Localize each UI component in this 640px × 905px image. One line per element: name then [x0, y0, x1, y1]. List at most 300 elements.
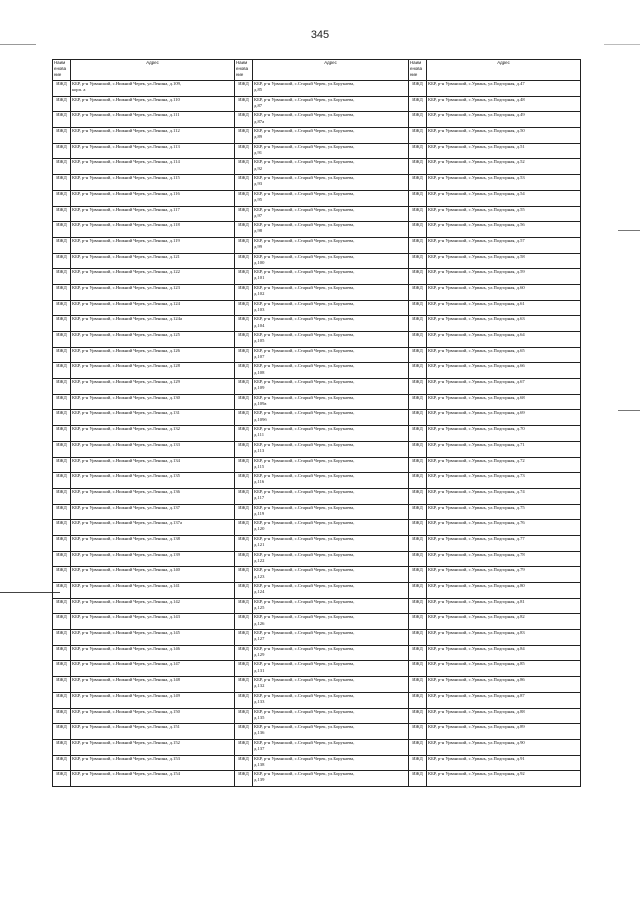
name-cell: ИЖД [235, 347, 253, 363]
name-cell: ИЖД [53, 661, 71, 677]
table-row [53, 661, 581, 677]
address-cell: КБР, р-н Урванский, с.Урвань, ул.Подгорная, д.85 [427, 661, 581, 677]
name-cell: ИЖД [235, 316, 253, 332]
address-cell: КБР, р-н Урванский, с.Урвань, ул.Подгорная, д.52 [427, 159, 581, 175]
page-number: 345 [310, 29, 330, 41]
name-cell: ИЖД [235, 755, 253, 771]
name-cell: ИЖД [235, 128, 253, 144]
name-cell: ИЖД [235, 677, 253, 693]
name-cell: ИЖД [235, 190, 253, 206]
name-cell: ИЖД [235, 363, 253, 379]
name-cell: ИЖД [409, 598, 427, 614]
name-cell: ИЖД [235, 598, 253, 614]
name-cell: ИЖД [409, 614, 427, 630]
address-cell: КБР, р-н Урванский, с.Нижний Черек, ул.Ленина, д.151 [71, 724, 235, 740]
name-cell: ИЖД [53, 237, 71, 253]
address-cell: КБР, р-н Урванский, с.Нижний Черек, ул.Ленина, д.113 [71, 143, 235, 159]
name-cell: ИЖД [235, 567, 253, 583]
address-cell: КБР, р-н Урванский, с.Нижний Черек, ул.Ленина, д.122 [71, 269, 235, 285]
name-cell: ИЖД [409, 379, 427, 395]
address-cell: КБР, р-н Урванский, с.Нижний Черек, ул.Ленина, д.131 [71, 410, 235, 426]
name-cell: ИЖД [53, 488, 71, 504]
address-cell: КБР, р-н Урванский, с.Нижний Черек, ул.Ленина, д.126 [71, 347, 235, 363]
table-row [53, 457, 581, 473]
address-cell: КБР, р-н Урванский, с.Урвань, ул.Подгорная, д.56 [427, 222, 581, 238]
address-cell: КБР, р-н Урванский, с.Старый Черек, ул.Борукаева, д.111 [253, 426, 409, 442]
table-row [53, 394, 581, 410]
name-cell: ИЖД [409, 473, 427, 489]
table-row [53, 598, 581, 614]
address-cell: КБР, р-н Урванский, с.Урвань, ул.Подгорная, д.80 [427, 583, 581, 599]
address-cell: КБР, р-н Урванский, с.Урвань, ул.Подгорная, д.82 [427, 614, 581, 630]
name-cell: ИЖД [235, 81, 253, 97]
address-cell: КБР, р-н Урванский, с.Урвань, ул.Подгорная, д.76 [427, 520, 581, 536]
address-cell: КБР, р-н Урванский, с.Старый Черек, ул.Борукаева, д.120 [253, 520, 409, 536]
table-row [53, 347, 581, 363]
address-cell: КБР, р-н Урванский, с.Нижний Черек, ул.Ленина, д.135 [71, 473, 235, 489]
address-cell: КБР, р-н Урванский, с.Урвань, ул.Подгорная, д.70 [427, 426, 581, 442]
name-cell: ИЖД [409, 708, 427, 724]
address-cell: КБР, р-н Урванский, с.Старый Черек, ул.Борукаева, д.98 [253, 222, 409, 238]
name-column-header: Наим енова ние [409, 60, 427, 81]
name-cell: ИЖД [409, 394, 427, 410]
address-cell: КБР, р-н Урванский, с.Нижний Черек, ул.Ленина, д.138 [71, 535, 235, 551]
name-cell: ИЖД [235, 645, 253, 661]
address-cell: КБР, р-н Урванский, с.Нижний Черек, ул.Ленина, д.129 [71, 379, 235, 395]
address-cell: КБР, р-н Урванский, с.Урвань, ул.Подгорная, д.74 [427, 488, 581, 504]
name-cell: ИЖД [235, 583, 253, 599]
name-cell: ИЖД [409, 520, 427, 536]
address-cell: КБР, р-н Урванский, с.Урвань, ул.Подгорная, д.50 [427, 128, 581, 144]
table-row [53, 379, 581, 395]
address-cell: КБР, р-н Урванский, с.Урвань, ул.Подгорная, д.90 [427, 739, 581, 755]
name-cell: ИЖД [235, 394, 253, 410]
address-cell: КБР, р-н Урванский, с.Нижний Черек, ул.Ленина, д.109, корп. а [71, 81, 235, 97]
address-cell: КБР, р-н Урванский, с.Нижний Черек, ул.Ленина, д.150 [71, 708, 235, 724]
name-cell: ИЖД [235, 426, 253, 442]
table-row [53, 363, 581, 379]
name-cell: ИЖД [235, 253, 253, 269]
name-cell: ИЖД [53, 441, 71, 457]
name-cell: ИЖД [409, 159, 427, 175]
table-row [53, 112, 581, 128]
table-row [53, 237, 581, 253]
address-cell: КБР, р-н Урванский, с.Урвань, ул.Подгорная, д.66 [427, 363, 581, 379]
name-cell: ИЖД [53, 692, 71, 708]
address-cell: КБР, р-н Урванский, с.Урвань, ул.Подгорная, д.53 [427, 175, 581, 191]
name-cell: ИЖД [409, 692, 427, 708]
table-row [53, 520, 581, 536]
table-row [53, 488, 581, 504]
address-cell: КБР, р-н Урванский, с.Нижний Черек, ул.Ленина, д.134 [71, 457, 235, 473]
name-cell: ИЖД [409, 237, 427, 253]
address-cell: КБР, р-н Урванский, с.Старый Черек, ул.Борукаева, д.109а [253, 394, 409, 410]
address-cell: КБР, р-н Урванский, с.Нижний Черек, ул.Ленина, д.121 [71, 253, 235, 269]
name-cell: ИЖД [53, 175, 71, 191]
table-row [53, 332, 581, 348]
name-cell: ИЖД [53, 504, 71, 520]
address-cell: КБР, р-н Урванский, с.Старый Черек, ул.Борукаева, д.109б [253, 410, 409, 426]
name-cell: ИЖД [409, 347, 427, 363]
address-cell: КБР, р-н Урванский, с.Урвань, ул.Подгорная, д.88 [427, 708, 581, 724]
address-cell: КБР, р-н Урванский, с.Нижний Черек, ул.Ленина, д.119 [71, 237, 235, 253]
name-cell: ИЖД [409, 222, 427, 238]
name-cell: ИЖД [53, 284, 71, 300]
address-cell: КБР, р-н Урванский, с.Старый Черек, ул.Борукаева, д.133 [253, 692, 409, 708]
address-cell: КБР, р-н Урванский, с.Урвань, ул.Подгорная, д.81 [427, 598, 581, 614]
name-cell: ИЖД [235, 630, 253, 646]
table-body [53, 81, 581, 787]
name-cell: ИЖД [53, 457, 71, 473]
table-row [53, 159, 581, 175]
address-registry-table [52, 59, 581, 787]
address-cell: КБР, р-н Урванский, с.Урвань, ул.Подгорная, д.78 [427, 551, 581, 567]
name-cell: ИЖД [235, 143, 253, 159]
address-cell: КБР, р-н Урванский, с.Урвань, ул.Подгорная, д.71 [427, 441, 581, 457]
name-cell: ИЖД [53, 724, 71, 740]
address-cell: КБР, р-н Урванский, с.Урвань, ул.Подгорная, д.47 [427, 81, 581, 97]
address-cell: КБР, р-н Урванский, с.Нижний Черек, ул.Ленина, д.117 [71, 206, 235, 222]
name-cell: ИЖД [409, 535, 427, 551]
name-cell: ИЖД [409, 143, 427, 159]
address-cell: КБР, р-н Урванский, с.Урвань, ул.Подгорная, д.72 [427, 457, 581, 473]
address-cell: КБР, р-н Урванский, с.Нижний Черек, ул.Ленина, д.130 [71, 394, 235, 410]
table-row [53, 677, 581, 693]
name-cell: ИЖД [235, 771, 253, 787]
table-row [53, 410, 581, 426]
name-cell: ИЖД [53, 583, 71, 599]
scan-edge-mark [0, 44, 36, 45]
address-cell: КБР, р-н Урванский, с.Нижний Черек, ул.Ленина, д.124 [71, 300, 235, 316]
table-row [53, 614, 581, 630]
address-cell: КБР, р-н Урванский, с.Нижний Черек, ул.Ленина, д.123 [71, 284, 235, 300]
name-cell: ИЖД [53, 81, 71, 97]
name-cell: ИЖД [235, 379, 253, 395]
address-cell: КБР, р-н Урванский, с.Старый Черек, ул.Борукаева, д.139 [253, 771, 409, 787]
name-cell: ИЖД [53, 222, 71, 238]
address-cell: КБР, р-н Урванский, с.Урвань, ул.Подгорная, д.60 [427, 284, 581, 300]
address-cell: КБР, р-н Урванский, с.Старый Черек, ул.Борукаева, д.95 [253, 190, 409, 206]
address-cell: КБР, р-н Урванский, с.Урвань, ул.Подгорная, д.92 [427, 771, 581, 787]
address-cell: КБР, р-н Урванский, с.Старый Черек, ул.Борукаева, д.123 [253, 567, 409, 583]
name-cell: ИЖД [409, 677, 427, 693]
name-cell: ИЖД [53, 708, 71, 724]
table-row [53, 630, 581, 646]
address-cell: КБР, р-н Урванский, с.Нижний Черек, ул.Ленина, д.145 [71, 630, 235, 646]
name-cell: ИЖД [53, 332, 71, 348]
address-cell: КБР, р-н Урванский, с.Нижний Черек, ул.Ленина, д.110 [71, 96, 235, 112]
name-cell: ИЖД [235, 504, 253, 520]
address-cell: КБР, р-н Урванский, с.Нижний Черек, ул.Ленина, д.152 [71, 739, 235, 755]
name-cell: ИЖД [409, 488, 427, 504]
name-cell: ИЖД [409, 739, 427, 755]
name-cell: ИЖД [409, 457, 427, 473]
table-row [53, 567, 581, 583]
name-cell: ИЖД [409, 190, 427, 206]
table-row [53, 504, 581, 520]
name-cell: ИЖД [53, 159, 71, 175]
address-cell: КБР, р-н Урванский, с.Старый Черек, ул.Борукаева, д.92 [253, 159, 409, 175]
name-cell: ИЖД [53, 190, 71, 206]
address-cell: КБР, р-н Урванский, с.Старый Черек, ул.Борукаева, д.85 [253, 81, 409, 97]
table-row [53, 175, 581, 191]
name-cell: ИЖД [235, 457, 253, 473]
name-cell: ИЖД [235, 96, 253, 112]
name-cell: ИЖД [53, 143, 71, 159]
header-row [53, 60, 581, 81]
address-cell: КБР, р-н Урванский, с.Старый Черек, ул.Борукаева, д.137 [253, 739, 409, 755]
table-row [53, 96, 581, 112]
address-cell: КБР, р-н Урванский, с.Нижний Черек, ул.Ленина, д.143 [71, 614, 235, 630]
name-cell: ИЖД [409, 567, 427, 583]
table-row [53, 724, 581, 740]
address-cell: КБР, р-н Урванский, с.Урвань, ул.Подгорная, д.87 [427, 692, 581, 708]
address-cell: КБР, р-н Урванский, с.Урвань, ул.Подгорная, д.86 [427, 677, 581, 693]
name-cell: ИЖД [235, 661, 253, 677]
name-cell: ИЖД [235, 614, 253, 630]
name-cell: ИЖД [409, 441, 427, 457]
address-cell: КБР, р-н Урванский, с.Урвань, ул.Подгорная, д.64 [427, 332, 581, 348]
address-cell: КБР, р-н Урванский, с.Нижний Черек, ул.Ленина, д.146 [71, 645, 235, 661]
address-cell: КБР, р-н Урванский, с.Нижний Черек, ул.Ленина, д.132 [71, 426, 235, 442]
address-cell: КБР, р-н Урванский, с.Урвань, ул.Подгорная, д.59 [427, 269, 581, 285]
name-cell: ИЖД [53, 739, 71, 755]
address-cell: КБР, р-н Урванский, с.Урвань, ул.Подгорная, д.49 [427, 112, 581, 128]
scan-edge-mark [618, 410, 640, 411]
name-cell: ИЖД [53, 520, 71, 536]
name-cell: ИЖД [53, 535, 71, 551]
address-cell: КБР, р-н Урванский, с.Нижний Черек, ул.Ленина, д.114 [71, 159, 235, 175]
name-cell: ИЖД [235, 222, 253, 238]
name-cell: ИЖД [53, 677, 71, 693]
name-cell: ИЖД [235, 473, 253, 489]
name-cell: ИЖД [409, 300, 427, 316]
address-cell: КБР, р-н Урванский, с.Старый Черек, ул.Борукаева, д.119 [253, 504, 409, 520]
table-row [53, 739, 581, 755]
name-cell: ИЖД [409, 253, 427, 269]
address-cell: КБР, р-н Урванский, с.Урвань, ул.Подгорная, д.67 [427, 379, 581, 395]
name-cell: ИЖД [235, 739, 253, 755]
address-cell: КБР, р-н Урванский, с.Урвань, ул.Подгорная, д.65 [427, 347, 581, 363]
name-cell: ИЖД [409, 645, 427, 661]
address-cell: КБР, р-н Урванский, с.Старый Черек, ул.Борукаева, д.116 [253, 473, 409, 489]
name-cell: ИЖД [409, 284, 427, 300]
name-cell: ИЖД [235, 520, 253, 536]
address-cell: КБР, р-н Урванский, с.Урвань, ул.Подгорная, д.51 [427, 143, 581, 159]
address-cell: КБР, р-н Урванский, с.Урвань, ул.Подгорная, д.84 [427, 645, 581, 661]
address-cell: КБР, р-н Урванский, с.Урвань, ул.Подгорная, д.77 [427, 535, 581, 551]
address-cell: КБР, р-н Урванский, с.Нижний Черек, ул.Ленина, д.116 [71, 190, 235, 206]
address-cell: КБР, р-н Урванский, с.Нижний Черек, ул.Ленина, д.140 [71, 567, 235, 583]
name-column-header: Наим енова ние [53, 60, 71, 81]
name-cell: ИЖД [409, 724, 427, 740]
address-column-header: Адрес [427, 60, 581, 81]
address-cell: КБР, р-н Урванский, с.Урвань, ул.Подгорная, д.63 [427, 316, 581, 332]
name-cell: ИЖД [53, 630, 71, 646]
address-cell: КБР, р-н Урванский, с.Урвань, ул.Подгорная, д.58 [427, 253, 581, 269]
address-cell: КБР, р-н Урванский, с.Урвань, ул.Подгорная, д.83 [427, 630, 581, 646]
table-row [53, 755, 581, 771]
name-cell: ИЖД [235, 112, 253, 128]
name-cell: ИЖД [53, 567, 71, 583]
table-row [53, 253, 581, 269]
address-cell: КБР, р-н Урванский, с.Нижний Черек, ул.Ленина, д.137 [71, 504, 235, 520]
address-cell: КБР, р-н Урванский, с.Урвань, ул.Подгорная, д.91 [427, 755, 581, 771]
name-cell: ИЖД [53, 269, 71, 285]
name-cell: ИЖД [235, 159, 253, 175]
address-cell: КБР, р-н Урванский, с.Нижний Черек, ул.Ленина, д.111 [71, 112, 235, 128]
name-cell: ИЖД [53, 363, 71, 379]
name-cell: ИЖД [409, 426, 427, 442]
address-cell: КБР, р-н Урванский, с.Нижний Черек, ул.Ленина, д.125 [71, 332, 235, 348]
address-cell: КБР, р-н Урванский, с.Старый Черек, ул.Борукаева, д.113 [253, 441, 409, 457]
table-row [53, 269, 581, 285]
name-cell: ИЖД [409, 504, 427, 520]
address-cell: КБР, р-н Урванский, с.Урвань, ул.Подгорная, д.68 [427, 394, 581, 410]
address-cell: КБР, р-н Урванский, с.Урвань, ул.Подгорная, д.73 [427, 473, 581, 489]
address-cell: КБР, р-н Урванский, с.Урвань, ул.Подгорная, д.75 [427, 504, 581, 520]
table-row [53, 645, 581, 661]
name-cell: ИЖД [409, 332, 427, 348]
name-cell: ИЖД [409, 630, 427, 646]
name-cell: ИЖД [235, 175, 253, 191]
address-cell: КБР, р-н Урванский, с.Урвань, ул.Подгорная, д.89 [427, 724, 581, 740]
address-cell: КБР, р-н Урванский, с.Старый Черек, ул.Борукаева, д.109 [253, 379, 409, 395]
name-cell: ИЖД [409, 269, 427, 285]
name-cell: ИЖД [409, 551, 427, 567]
address-cell: КБР, р-н Урванский, с.Старый Черек, ул.Борукаева, д.107 [253, 347, 409, 363]
address-cell: КБР, р-н Урванский, с.Нижний Черек, ул.Ленина, д.139 [71, 551, 235, 567]
name-cell: ИЖД [235, 269, 253, 285]
address-cell: КБР, р-н Урванский, с.Старый Черек, ул.Борукаева, д.91 [253, 143, 409, 159]
name-cell: ИЖД [53, 645, 71, 661]
name-cell: ИЖД [53, 253, 71, 269]
name-cell: ИЖД [53, 96, 71, 112]
address-cell: КБР, р-н Урванский, с.Старый Черек, ул.Борукаева, д.115 [253, 457, 409, 473]
name-cell: ИЖД [53, 300, 71, 316]
address-cell: КБР, р-н Урванский, с.Нижний Черек, ул.Ленина, д.142 [71, 598, 235, 614]
name-cell: ИЖД [53, 614, 71, 630]
table-row [53, 535, 581, 551]
address-cell: КБР, р-н Урванский, с.Старый Черек, ул.Борукаева, д.102 [253, 284, 409, 300]
name-cell: ИЖД [235, 692, 253, 708]
name-cell: ИЖД [235, 724, 253, 740]
address-cell: КБР, р-н Урванский, с.Старый Черек, ул.Борукаева, д.135 [253, 708, 409, 724]
table-header [53, 60, 581, 81]
name-cell: ИЖД [53, 426, 71, 442]
address-column-header: Адрес [253, 60, 409, 81]
address-cell: КБР, р-н Урванский, с.Старый Черек, ул.Борукаева, д.97 [253, 206, 409, 222]
address-cell: КБР, р-н Урванский, с.Старый Черек, ул.Борукаева, д.127 [253, 630, 409, 646]
table-row [53, 708, 581, 724]
table-row [53, 692, 581, 708]
scan-edge-mark [618, 230, 640, 231]
table-row [53, 284, 581, 300]
address-cell: КБР, р-н Урванский, с.Старый Черек, ул.Борукаева, д.100 [253, 253, 409, 269]
table-row [53, 222, 581, 238]
address-cell: КБР, р-н Урванский, с.Старый Черек, ул.Борукаева, д.136 [253, 724, 409, 740]
address-cell: КБР, р-н Урванский, с.Нижний Черек, ул.Ленина, д.148 [71, 677, 235, 693]
address-cell: КБР, р-н Урванский, с.Нижний Черек, ул.Ленина, д.133 [71, 441, 235, 457]
table-row [53, 300, 581, 316]
address-cell: КБР, р-н Урванский, с.Нижний Черек, ул.Ленина, д.137а [71, 520, 235, 536]
name-cell: ИЖД [409, 410, 427, 426]
address-cell: КБР, р-н Урванский, с.Урвань, ул.Подгорная, д.61 [427, 300, 581, 316]
name-column-header: Наим енова ние [235, 60, 253, 81]
name-cell: ИЖД [409, 661, 427, 677]
name-cell: ИЖД [409, 316, 427, 332]
address-cell: КБР, р-н Урванский, с.Старый Черек, ул.Борукаева, д.89 [253, 128, 409, 144]
address-cell: КБР, р-н Урванский, с.Старый Черек, ул.Борукаева, д.93 [253, 175, 409, 191]
table-row [53, 81, 581, 97]
name-cell: ИЖД [235, 300, 253, 316]
name-cell: ИЖД [409, 81, 427, 97]
address-cell: КБР, р-н Урванский, с.Старый Черек, ул.Борукаева, д.105 [253, 332, 409, 348]
address-cell: КБР, р-н Урванский, с.Старый Черек, ул.Борукаева, д.124 [253, 583, 409, 599]
table-row [53, 473, 581, 489]
name-cell: ИЖД [53, 379, 71, 395]
name-cell: ИЖД [53, 128, 71, 144]
address-cell: КБР, р-н Урванский, с.Нижний Черек, ул.Ленина, д.154 [71, 771, 235, 787]
address-cell: КБР, р-н Урванский, с.Старый Черек, ул.Борукаева, д.101 [253, 269, 409, 285]
table-row [53, 143, 581, 159]
name-cell: ИЖД [53, 206, 71, 222]
name-cell: ИЖД [53, 473, 71, 489]
name-cell: ИЖД [409, 755, 427, 771]
address-cell: КБР, р-н Урванский, с.Старый Черек, ул.Борукаева, д.103 [253, 300, 409, 316]
address-cell: КБР, р-н Урванский, с.Старый Черек, ул.Борукаева, д.126 [253, 614, 409, 630]
name-cell: ИЖД [235, 551, 253, 567]
scan-edge-mark [0, 592, 60, 593]
address-cell: КБР, р-н Урванский, с.Урвань, ул.Подгорная, д.57 [427, 237, 581, 253]
table-row [53, 583, 581, 599]
name-cell: ИЖД [235, 708, 253, 724]
table-row [53, 426, 581, 442]
table-row [53, 128, 581, 144]
name-cell: ИЖД [53, 316, 71, 332]
name-cell: ИЖД [53, 771, 71, 787]
table-row [53, 190, 581, 206]
address-column-header: Адрес [71, 60, 235, 81]
address-cell: КБР, р-н Урванский, с.Нижний Черек, ул.Ленина, д.141 [71, 583, 235, 599]
address-cell: КБР, р-н Урванский, с.Старый Черек, ул.Борукаева, д.104 [253, 316, 409, 332]
address-cell: КБР, р-н Урванский, с.Старый Черек, ул.Борукаева, д.132 [253, 677, 409, 693]
address-cell: КБР, р-н Урванский, с.Нижний Черек, ул.Ленина, д.153 [71, 755, 235, 771]
name-cell: ИЖД [409, 363, 427, 379]
scan-edge-mark [604, 44, 640, 45]
address-cell: КБР, р-н Урванский, с.Старый Черек, ул.Борукаева, д.99 [253, 237, 409, 253]
address-cell: КБР, р-н Урванский, с.Нижний Черек, ул.Ленина, д.147 [71, 661, 235, 677]
address-cell: КБР, р-н Урванский, с.Старый Черек, ул.Борукаева, д.138 [253, 755, 409, 771]
address-cell: КБР, р-н Урванский, с.Нижний Черек, ул.Ленина, д.149 [71, 692, 235, 708]
address-cell: КБР, р-н Урванский, с.Старый Черек, ул.Борукаева, д.121 [253, 535, 409, 551]
name-cell: ИЖД [409, 206, 427, 222]
name-cell: ИЖД [235, 441, 253, 457]
name-cell: ИЖД [53, 598, 71, 614]
name-cell: ИЖД [53, 755, 71, 771]
name-cell: ИЖД [235, 535, 253, 551]
address-cell: КБР, р-н Урванский, с.Старый Черек, ул.Борукаева, д.108 [253, 363, 409, 379]
address-cell: КБР, р-н Урванский, с.Нижний Черек, ул.Ленина, д.136 [71, 488, 235, 504]
address-cell: КБР, р-н Урванский, с.Старый Черек, ул.Борукаева, д.117 [253, 488, 409, 504]
name-cell: ИЖД [235, 410, 253, 426]
name-cell: ИЖД [235, 284, 253, 300]
address-cell: КБР, р-н Урванский, с.Урвань, ул.Подгорная, д.79 [427, 567, 581, 583]
address-cell: КБР, р-н Урванский, с.Нижний Черек, ул.Ленина, д.115 [71, 175, 235, 191]
address-cell: КБР, р-н Урванский, с.Урвань, ул.Подгорная, д.54 [427, 190, 581, 206]
name-cell: ИЖД [53, 347, 71, 363]
name-cell: ИЖД [409, 112, 427, 128]
